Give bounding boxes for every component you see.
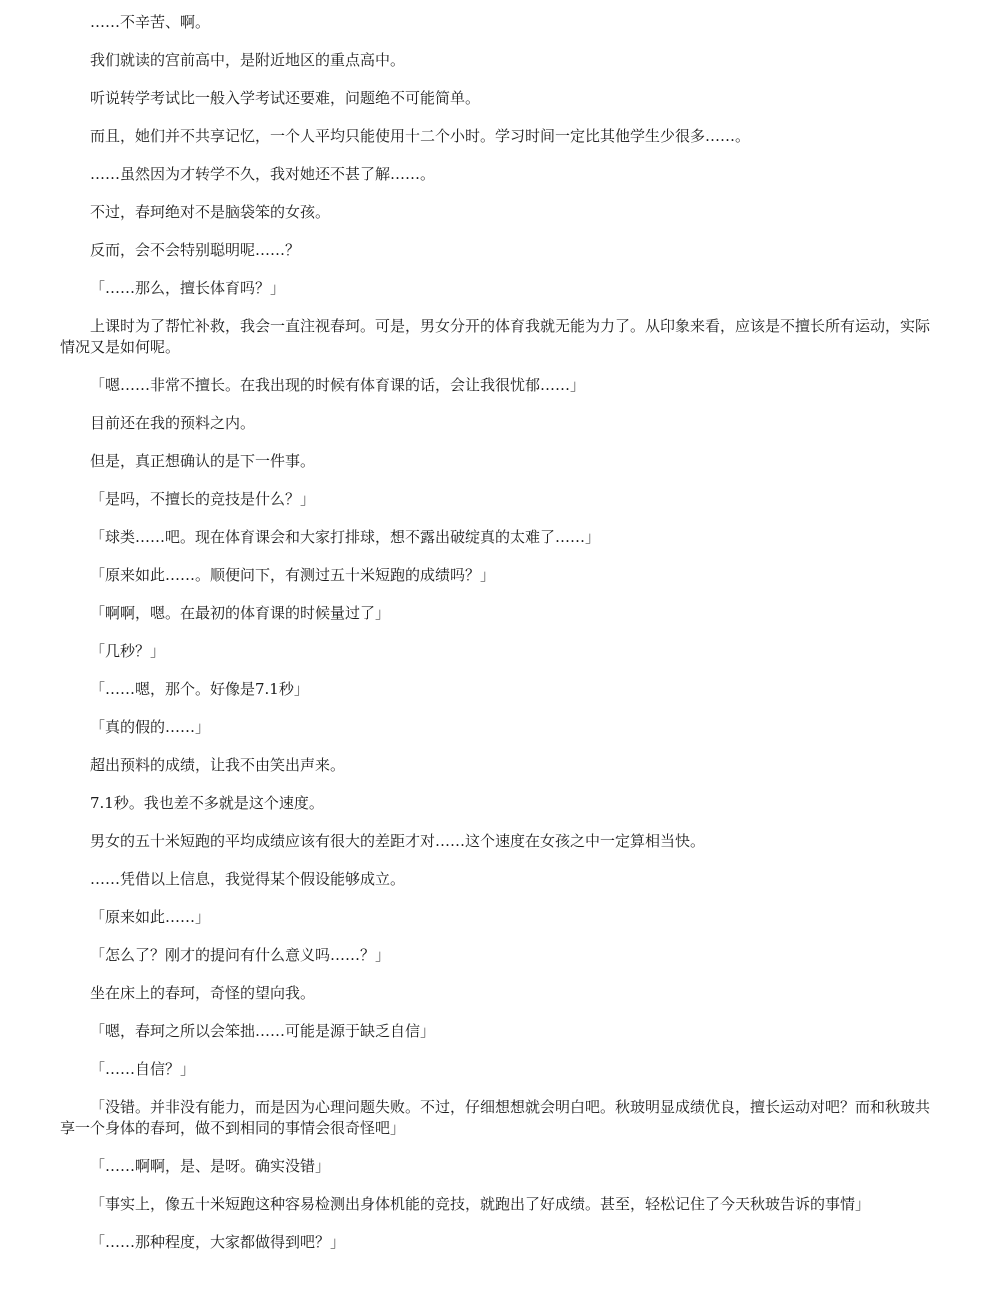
paragraph: 「……自信？」: [90, 1060, 196, 1078]
paragraph: 而且，她们并不共享记忆，一个人平均只能使用十二个小时。学习时间一定比其他学生少很多……。: [90, 127, 751, 145]
paragraph: 「几秒？」: [90, 642, 166, 660]
paragraph: 「真的假的……」: [90, 718, 211, 736]
paragraph: 「怎么了？刚才的提问有什么意义吗……？」: [90, 946, 391, 964]
paragraph: 「……嗯，那个。好像是7.1秒」: [90, 680, 309, 698]
paragraph: 男女的五十米短跑的平均成绩应该有很大的差距才对……这个速度在女孩之中一定算相当快。: [90, 832, 706, 850]
paragraph: 「嗯……非常不擅长。在我出现的时候有体育课的话，会让我很忧郁……」: [90, 376, 586, 394]
paragraph: ……虽然因为才转学不久，我对她还不甚了解……。: [90, 165, 436, 183]
paragraph: 听说转学考试比一般入学考试还要难，问题绝不可能简单。: [90, 89, 481, 107]
paragraph: 「原来如此……。顺便问下，有测过五十米短跑的成绩吗？」: [90, 566, 496, 584]
paragraph: ……不辛苦、啊。: [90, 13, 211, 31]
paragraph: 目前还在我的预料之内。: [90, 414, 256, 432]
paragraph: 「球类……吧。现在体育课会和大家打排球，想不露出破绽真的太难了……」: [90, 528, 601, 546]
paragraph: 「……那种程度，大家都做得到吧？」: [90, 1233, 346, 1251]
paragraph: 「原来如此……」: [90, 908, 211, 926]
paragraph: 「啊啊，嗯。在最初的体育课的时候量过了」: [90, 604, 391, 622]
paragraph: 上课时为了帮忙补救，我会一直注视春珂。可是，男女分开的体育我就无能为力了。从印象来看，应该是不擅长所有运动，实际情况又是如何呢。: [60, 317, 931, 356]
paragraph: 但是，真正想确认的是下一件事。: [90, 452, 316, 470]
paragraph: 不过，春珂绝对不是脑袋笨的女孩。: [90, 203, 331, 221]
paragraph: 「……啊啊，是、是呀。确实没错」: [90, 1157, 331, 1175]
paragraph: 「事实上，像五十米短跑这种容易检测出身体机能的竞技，就跑出了好成绩。甚至，轻松记住了今天秋玻告诉的事情」: [90, 1195, 871, 1213]
paragraph: 7.1秒。我也差不多就是这个速度。: [90, 794, 324, 812]
paragraph: 反而，会不会特别聪明呢……？: [90, 241, 301, 259]
paragraph: ……凭借以上信息，我觉得某个假设能够成立。: [90, 870, 406, 888]
paragraph: 「没错。并非没有能力，而是因为心理问题失败。不过，仔细想想就会明白吧。秋玻明显成绩优良，擅长运动对吧？而和秋玻共享一个身体的春珂，做不到相同的事情会很奇怪吧」: [60, 1098, 931, 1137]
paragraph: 坐在床上的春珂，奇怪的望向我。: [90, 984, 316, 1002]
paragraph: 我们就读的宫前高中，是附近地区的重点高中。: [90, 51, 406, 69]
paragraph: 超出预料的成绩，让我不由笑出声来。: [90, 756, 346, 774]
paragraph: 「是吗，不擅长的竞技是什么？」: [90, 490, 316, 508]
paragraph: 「嗯，春珂之所以会笨拙……可能是源于缺乏自信」: [90, 1022, 436, 1040]
paragraph: 「……那么，擅长体育吗？」: [90, 279, 286, 297]
